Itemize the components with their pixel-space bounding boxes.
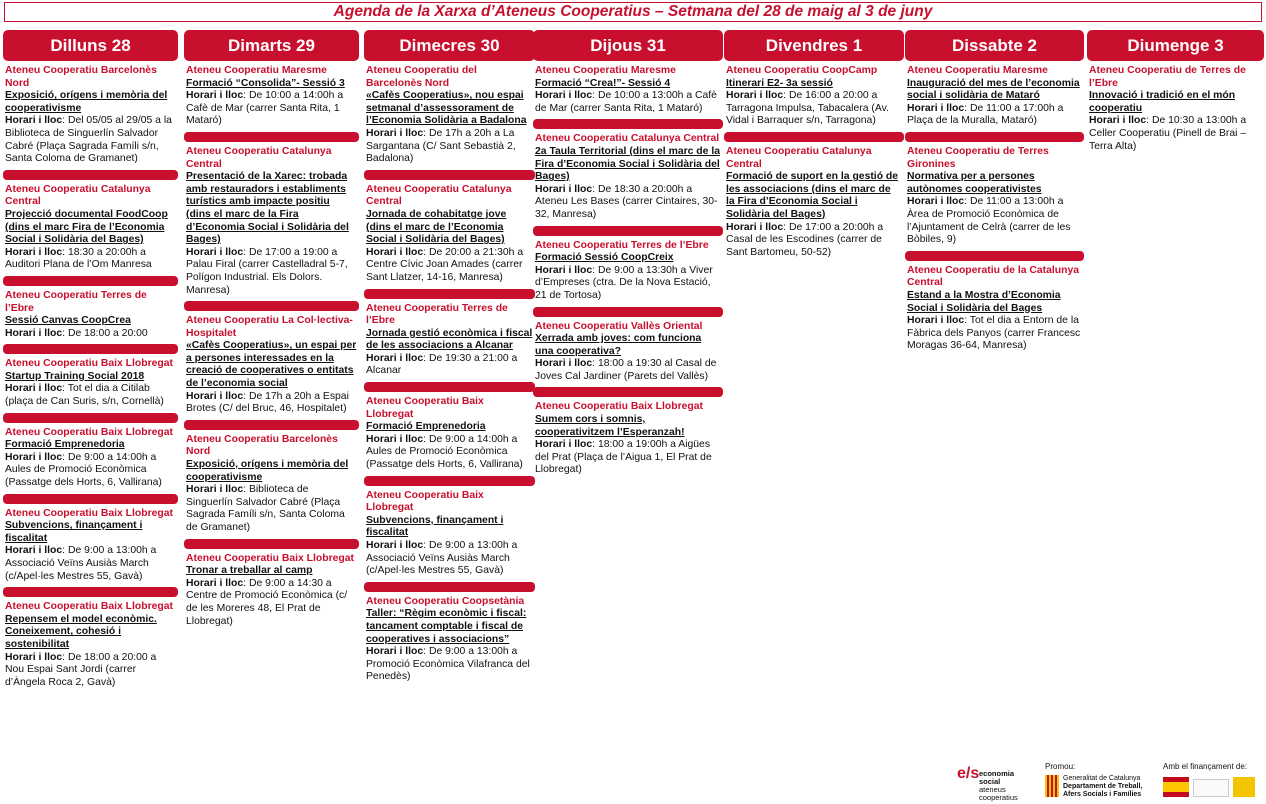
event-activity: Formació de suport en la gestió de les associacions (dins el marc de la Fira d’Economia Social i Solidària del Bages) xyxy=(726,171,899,220)
event-separator xyxy=(3,170,178,180)
event-details-label: Horari i lloc xyxy=(5,327,63,339)
event-activity: Xerrada amb joves: com funciona una cooperativa? xyxy=(535,333,702,357)
footer xyxy=(955,758,1265,802)
event-item xyxy=(186,315,357,416)
event-separator xyxy=(184,132,359,142)
event-organizer: Ateneu Cooperatiu Catalunya Central xyxy=(366,183,512,208)
event-separator xyxy=(364,382,535,392)
event-activity: Estand a la Mostra d’Economia Social i Solidària del Bages xyxy=(907,289,1061,314)
economia-social-logo xyxy=(955,764,1043,802)
event-details-text: : De 9:00 a 14:30 a Centre de Promoció Econòmica (c/ de les Moreres 48, El Prat de Llobregat) xyxy=(186,577,348,627)
event-separator xyxy=(364,476,535,486)
event-item xyxy=(5,184,176,272)
event-details xyxy=(186,578,357,628)
event-details-label: Horari i lloc xyxy=(186,390,244,402)
event-activity: «Cafès Cooperatius», nou espai setmanal d’assessorament de l’Economia Solidària a Badalona xyxy=(366,90,527,127)
logo-line-4: cooperatius xyxy=(979,793,1018,802)
event-activity: «Cafès Cooperatius», un espai per a persones interessades en la creació de cooperatives o entitats de l’economia social xyxy=(186,340,357,390)
event-activity: Formació Sessió CoopCreix xyxy=(535,252,674,264)
event-details-text: : De 20:00 a 21:30h a Centre Cívic Joan Amades (carrer Sant Llatzer, 14-16, Manresa) xyxy=(366,246,524,283)
event-organizer: Ateneu Cooperatiu Terres de l’Ebre xyxy=(5,289,147,314)
event-details xyxy=(186,90,357,128)
gov-line-2: Departament de Treball, xyxy=(1063,783,1143,790)
event-details-text: : De 9:00 a 13:30h a Viver d’Empreses (ctra. De la Nova Estació, 21 de Tortosa) xyxy=(535,264,713,301)
event-activity: Normativa per a persones autònomes cooperativistes xyxy=(907,171,1042,195)
day-column xyxy=(905,30,1084,353)
event-item xyxy=(366,65,533,166)
event-separator xyxy=(3,587,178,597)
event-separator xyxy=(905,132,1084,142)
day-header: Dijous 31 xyxy=(533,30,723,61)
event-details-label: Horari i lloc xyxy=(5,651,63,663)
event-separator xyxy=(364,289,535,299)
event-item xyxy=(5,358,176,408)
event-details-text: : Tot el dia a Entorn de la Fàbrica dels Panyos (carrer Francesc Moragas 36-64, Manresa) xyxy=(907,315,1081,352)
event-item xyxy=(535,321,721,384)
event-details-label: Horari i lloc xyxy=(907,196,965,208)
event-details-label: Horari i lloc xyxy=(5,115,63,127)
event-details xyxy=(5,383,176,408)
day-column xyxy=(724,30,904,259)
event-details-text: : De 16:00 a 20:00 a Tarragona Impulsa, Tabacalera (Av. Vidal i Barraquer s/n, Tarragona) xyxy=(726,90,889,127)
event-organizer: Ateneu Cooperatiu Catalunya Central xyxy=(726,145,872,170)
event-details xyxy=(5,545,176,583)
event-details-text: : De 10:00 a 13:00h a Cafè de Mar (carrer Santa Rita, 1 Mataró) xyxy=(535,90,717,114)
event-item xyxy=(186,553,357,629)
event-separator xyxy=(3,276,178,286)
event-separator xyxy=(533,307,723,317)
event-separator xyxy=(3,413,178,423)
event-organizer: Ateneu Cooperatiu de la Catalunya Central xyxy=(907,264,1080,289)
event-details-label: Horari i lloc xyxy=(366,540,424,551)
event-details-text: : De 18:30 a 20:00h a Ateneu Les Bases (carrer Cintaires, 30-32, Manresa) xyxy=(535,183,718,220)
event-details xyxy=(726,90,902,128)
ministerio-logo-icon xyxy=(1193,779,1229,797)
event-organizer: Ateneu Cooperatiu Maresme xyxy=(535,65,676,76)
event-details xyxy=(1089,115,1262,153)
event-organizer: Ateneu Cooperatiu CoopCamp xyxy=(726,65,878,76)
event-item xyxy=(5,65,176,166)
event-organizer: Ateneu Cooperatiu Barcelonès Nord xyxy=(5,65,157,89)
event-organizer: Ateneu Cooperatiu Baix Llobregat xyxy=(366,489,484,514)
event-details-label: Horari i lloc xyxy=(535,264,593,276)
event-separator xyxy=(3,494,178,504)
event-activity: Innovació i tradició en el món cooperatiu xyxy=(1089,90,1236,114)
event-activity: Presentació de la Xarec: trobada amb restauradors i establiments turístics amb impacte positiu (dins el marc de la Fira d’Economia Social i Solidària del Bages) xyxy=(186,171,349,246)
day-header: Dimecres 30 xyxy=(364,30,535,61)
event-organizer: Ateneu Cooperatiu Coopsetània xyxy=(366,595,525,607)
event-details xyxy=(535,184,721,222)
event-details xyxy=(535,439,721,477)
event-organizer: Ateneu Cooperatiu Maresme xyxy=(186,65,327,76)
event-details-text: : De 18:00 a 20:00 a Nou Espai Sant Jordi (carrer d’Àngela Roca 2, Gavà) xyxy=(5,651,157,688)
event-organizer: Ateneu Cooperatiu Catalunya Central xyxy=(5,183,151,208)
event-details xyxy=(5,328,176,341)
event-activity: Taller: “Règim econòmic i fiscal: tancament comptable i fiscal de cooperatives i associacions” xyxy=(366,608,527,645)
event-details xyxy=(907,196,1082,246)
event-activity: Startup Training Social 2018 xyxy=(5,370,145,382)
generalitat-shield-icon xyxy=(1045,775,1059,797)
event-item xyxy=(366,596,533,684)
event-details-label: Horari i lloc xyxy=(535,358,593,370)
event-details-text: : De 18:00 a 20:00 xyxy=(62,327,148,339)
event-details-text: : Biblioteca de Singuerlín Salvador Cabré (Plaça Sagrada Famíli s/n, Santa Coloma de Gramanet) xyxy=(186,484,345,533)
event-separator xyxy=(533,119,723,129)
event-organizer: Ateneu Cooperatiu Barcelonès Nord xyxy=(186,433,338,458)
event-details xyxy=(5,115,176,165)
event-item xyxy=(535,240,721,303)
event-details xyxy=(186,484,357,534)
event-details-label: Horari i lloc xyxy=(5,545,63,557)
event-details-text: : De 9:00 a 14:00h a Aules de Promoció Econòmica (Passatge dels Horts, 6, Vallirana) xyxy=(366,433,523,471)
event-item xyxy=(907,65,1082,128)
event-details xyxy=(186,391,357,416)
event-details-label: Horari i lloc xyxy=(186,577,244,589)
financament-block xyxy=(1163,762,1265,801)
logo-line-2: social xyxy=(979,777,1001,786)
event-separator xyxy=(184,539,359,549)
event-details-label: Horari i lloc xyxy=(5,383,63,395)
event-item xyxy=(5,601,176,689)
promou-block xyxy=(1045,762,1165,801)
event-details xyxy=(366,646,533,684)
event-details-text: : 18:30 a 20:00h a Auditori Plana de l’Om Manresa xyxy=(5,246,152,271)
event-details-text: : Tot el dia a Citilab (plaça de Can Suris, s/n, Cornellà) xyxy=(5,383,164,408)
event-details xyxy=(726,222,902,260)
event-details-label: Horari i lloc xyxy=(535,439,593,451)
event-details-label: Horari i lloc xyxy=(186,90,244,102)
event-details-text: : De 10:30 a 13:00h a Celler Cooperatiu (Pinell de Brai – Terra Alta) xyxy=(1089,115,1247,152)
event-activity: Formació Emprenedoria xyxy=(366,421,486,433)
event-details-label: Horari i lloc xyxy=(186,484,244,496)
event-item xyxy=(366,490,533,578)
event-details xyxy=(535,358,721,383)
event-details-text: : 18:00 a 19:00h a Aigües del Prat (Plaça de l’Aigua 1, El Prat de Llobregat) xyxy=(535,439,712,476)
event-item xyxy=(366,396,533,472)
event-item xyxy=(535,133,721,221)
event-details-text: : De 11:00 a 17:00h a Plaça de la Muralla, Mataró) xyxy=(907,102,1064,127)
event-item xyxy=(726,146,902,259)
event-organizer: Ateneu Cooperatiu de Terres de l’Ebre xyxy=(1089,65,1246,89)
event-details xyxy=(366,353,533,378)
event-separator xyxy=(3,344,178,354)
event-activity: Formació Emprenedoria xyxy=(5,439,125,451)
event-item xyxy=(726,65,902,128)
event-activity: Exposició, orígens i memòria del cooperativisme xyxy=(186,459,349,483)
event-details-label: Horari i lloc xyxy=(535,183,593,195)
day-column xyxy=(364,30,535,684)
event-details xyxy=(366,247,533,285)
gov-line-3: Afers Socials i Famílies xyxy=(1063,791,1142,798)
event-organizer: Ateneu Cooperatiu Baix Llobregat xyxy=(5,601,174,613)
event-activity: Formació “Consolida”- Sessió 3 xyxy=(186,77,345,89)
logo-line-1: economia xyxy=(979,769,1015,778)
event-details-text: : De 17h a 20h a Espai Brotes (C/ del Bruc, 46, Hospitalet) xyxy=(186,390,349,415)
event-organizer: Ateneu Cooperatiu Baix Llobregat xyxy=(186,552,355,564)
event-details-text: : De 17:00 a 20:00h a Casal de les Escodines (carrer de Sant Bartomeu, 50-52) xyxy=(726,221,884,258)
financament-label: Amb el finançament de: xyxy=(1163,762,1248,771)
day-column xyxy=(3,30,178,689)
event-organizer: Ateneu Cooperatiu La Col·lectiva- Hospitalet xyxy=(186,315,353,339)
event-details-label: Horari i lloc xyxy=(5,451,63,463)
event-details-text: : De 19:30 a 21:00 a Alcanar xyxy=(366,352,518,377)
event-activity: Itinerari E2- 3a sessió xyxy=(726,77,833,89)
event-details xyxy=(5,452,176,490)
event-details xyxy=(907,103,1082,128)
event-item xyxy=(535,401,721,477)
event-details-label: Horari i lloc xyxy=(726,90,784,102)
event-details-label: Horari i lloc xyxy=(726,221,784,233)
event-details-label: Horari i lloc xyxy=(366,127,424,139)
event-activity: Exposició, orígens i memòria del cooperativisme xyxy=(5,90,168,114)
event-details xyxy=(366,128,533,166)
event-item xyxy=(186,146,357,297)
event-details-text: : 18:00 a 19:30 al Casal de Joves Cal Jardiner (Parets del Vallès) xyxy=(535,358,717,382)
event-separator xyxy=(533,387,723,397)
event-organizer: Ateneu Cooperatiu Baix Llobregat xyxy=(5,358,174,370)
event-details-text: : De 10:00 a 14:00h a Cafè de Mar (carrer Santa Rita, 1 Mataró) xyxy=(186,90,344,127)
event-activity: Repensem el model econòmic. Coneixement, cohesió i sostenibilitat xyxy=(5,613,157,650)
event-organizer: Ateneu Cooperatiu Terres de l’Ebre xyxy=(535,239,709,251)
event-organizer: Ateneu Cooperatiu Baix Llobregat xyxy=(535,401,704,413)
day-header: Divendres 1 xyxy=(724,30,904,61)
event-details-label: Horari i lloc xyxy=(535,90,593,102)
event-organizer: Ateneu Cooperatiu Baix Llobregat xyxy=(5,426,174,438)
event-organizer: Ateneu Cooperatiu Vallès Oriental xyxy=(535,320,703,332)
day-column xyxy=(184,30,359,628)
promou-label: Promou: xyxy=(1045,762,1076,771)
event-activity: 2a Taula Territorial (dins el marc de la Fira d’Economia Social i Solidària del Bages) xyxy=(535,145,720,183)
day-header: Dissabte 2 xyxy=(905,30,1084,61)
event-activity: Sumem cors i somnis, cooperativitzem l’Esperanzah! xyxy=(535,414,685,438)
event-organizer: Ateneu Cooperatiu de Terres Gironines xyxy=(907,145,1049,170)
event-details-text: : De 11:00 a 13:00h a Àrea de Promoció Econòmica de l’Ajuntament de Celrà (carrer de les Bòbiles, 9) xyxy=(907,196,1071,246)
event-details-text: : De 9:00 a 13:00h a Associació Veïns Ausiàs March (c/Apel·les Mestres 55, Gavà) xyxy=(366,540,518,577)
event-details-text: : Del 05/05 al 29/05 a la Biblioteca de Singuerlín Salvador Cabré (Plaça Sagrada Famíli s/n, Santa Coloma de Gramanet) xyxy=(5,115,172,165)
event-details xyxy=(535,265,721,303)
event-details-label: Horari i lloc xyxy=(366,246,424,258)
event-organizer: Ateneu Cooperatiu Terres de l’Ebre xyxy=(366,302,508,327)
event-activity: Projecció documental FoodCoop (dins el marc Fira de l’Economia Social i Solidària del Bages) xyxy=(5,208,168,246)
event-details-text: : De 17:00 a 19:00 a Palau Firal (carrer Castelladral 5-7, Polígon Industrial. Els Dolors. Manresa) xyxy=(186,246,348,296)
event-details xyxy=(5,652,176,690)
event-details-label: Horari i lloc xyxy=(1089,115,1147,127)
event-details-text: : De 17h a 20h a La Sargantana (C/ Sant Sebastià 2, Badalona) xyxy=(366,127,516,165)
event-details xyxy=(535,90,721,115)
event-activity: Jornada de cohabitatge jove (dins el marc de l’Economia Social i Solidària del Bages) xyxy=(366,208,507,246)
event-activity: Inauguració del mes de l’economia social i solidària de Mataró xyxy=(907,77,1080,102)
event-organizer: Ateneu Cooperatiu Baix Llobregat xyxy=(366,396,484,420)
event-activity: Sessió Canvas CoopCrea xyxy=(5,315,131,327)
event-activity: Subvencions, finançament i fiscalitat xyxy=(366,514,504,539)
event-item xyxy=(907,146,1082,247)
event-details-label: Horari i lloc xyxy=(366,352,424,364)
event-details xyxy=(366,540,533,578)
spain-coat-of-arms-icon xyxy=(1163,777,1189,797)
page-title: Agenda de la Xarxa d’Ateneus Cooperatius – Setmana del 28 de maig al 3 de juny xyxy=(4,2,1262,22)
event-item xyxy=(907,265,1082,353)
event-details-text: : De 9:00 a 13:00h a Promoció Econòmica Vilafranca del Penedès) xyxy=(366,646,530,683)
event-details xyxy=(366,434,533,472)
logo-mark: e/s xyxy=(957,765,980,782)
event-item xyxy=(366,184,533,285)
event-item xyxy=(366,303,533,379)
event-item xyxy=(186,65,357,128)
event-organizer: Ateneu Cooperatiu Baix Llobregat xyxy=(5,507,174,519)
day-column xyxy=(533,30,723,477)
day-header: Dimarts 29 xyxy=(184,30,359,61)
event-details-label: Horari i lloc xyxy=(907,102,965,114)
event-details xyxy=(907,315,1082,353)
day-column xyxy=(1087,30,1264,153)
event-separator xyxy=(364,170,535,180)
event-details-label: Horari i lloc xyxy=(366,433,424,445)
event-details-label: Horari i lloc xyxy=(5,246,63,258)
event-separator xyxy=(184,420,359,430)
event-item xyxy=(5,427,176,490)
event-details-label: Horari i lloc xyxy=(186,246,244,258)
event-details xyxy=(186,247,357,297)
gov-line-1: Generalitat de Catalunya xyxy=(1063,775,1141,782)
day-header: Diumenge 3 xyxy=(1087,30,1264,61)
event-separator xyxy=(533,226,723,236)
event-item xyxy=(186,434,357,535)
logo-line-3: ateneus xyxy=(979,785,1006,794)
event-separator xyxy=(184,301,359,311)
event-item xyxy=(1089,65,1262,153)
event-organizer: Ateneu Cooperatiu Catalunya Central xyxy=(186,145,332,170)
event-separator xyxy=(364,582,535,592)
event-activity: Subvencions, finançament i fiscalitat xyxy=(5,520,143,544)
day-header: Dilluns 28 xyxy=(3,30,178,61)
event-activity: Jornada gestió econòmica i fiscal de les associacions a Alcanar xyxy=(366,327,533,352)
event-item xyxy=(535,65,721,115)
event-details-label: Horari i lloc xyxy=(907,315,965,327)
event-item xyxy=(5,290,176,340)
event-activity: Tronar a treballar al camp xyxy=(186,565,313,577)
event-organizer: Ateneu Cooperatiu del Barcelonès Nord xyxy=(366,65,477,89)
event-organizer: Ateneu Cooperatiu Catalunya Central xyxy=(535,133,720,145)
seal-icon xyxy=(1233,777,1255,797)
event-item xyxy=(5,508,176,584)
event-activity: Formació “Crea!”- Sessió 4 xyxy=(535,77,671,89)
event-separator xyxy=(905,251,1084,261)
event-details-label: Horari i lloc xyxy=(366,646,424,658)
event-organizer: Ateneu Cooperatiu Maresme xyxy=(907,65,1048,76)
event-separator xyxy=(724,132,904,142)
event-details xyxy=(5,247,176,272)
event-details-text: : De 9:00 a 14:00h a Aules de Promoció Econòmica (Passatge dels Horts, 6, Vallirana) xyxy=(5,451,162,489)
event-details-text: : De 9:00 a 13:00h a Associació Veïns Ausiàs March (c/Apel·les Mestres 55, Gavà) xyxy=(5,545,157,582)
